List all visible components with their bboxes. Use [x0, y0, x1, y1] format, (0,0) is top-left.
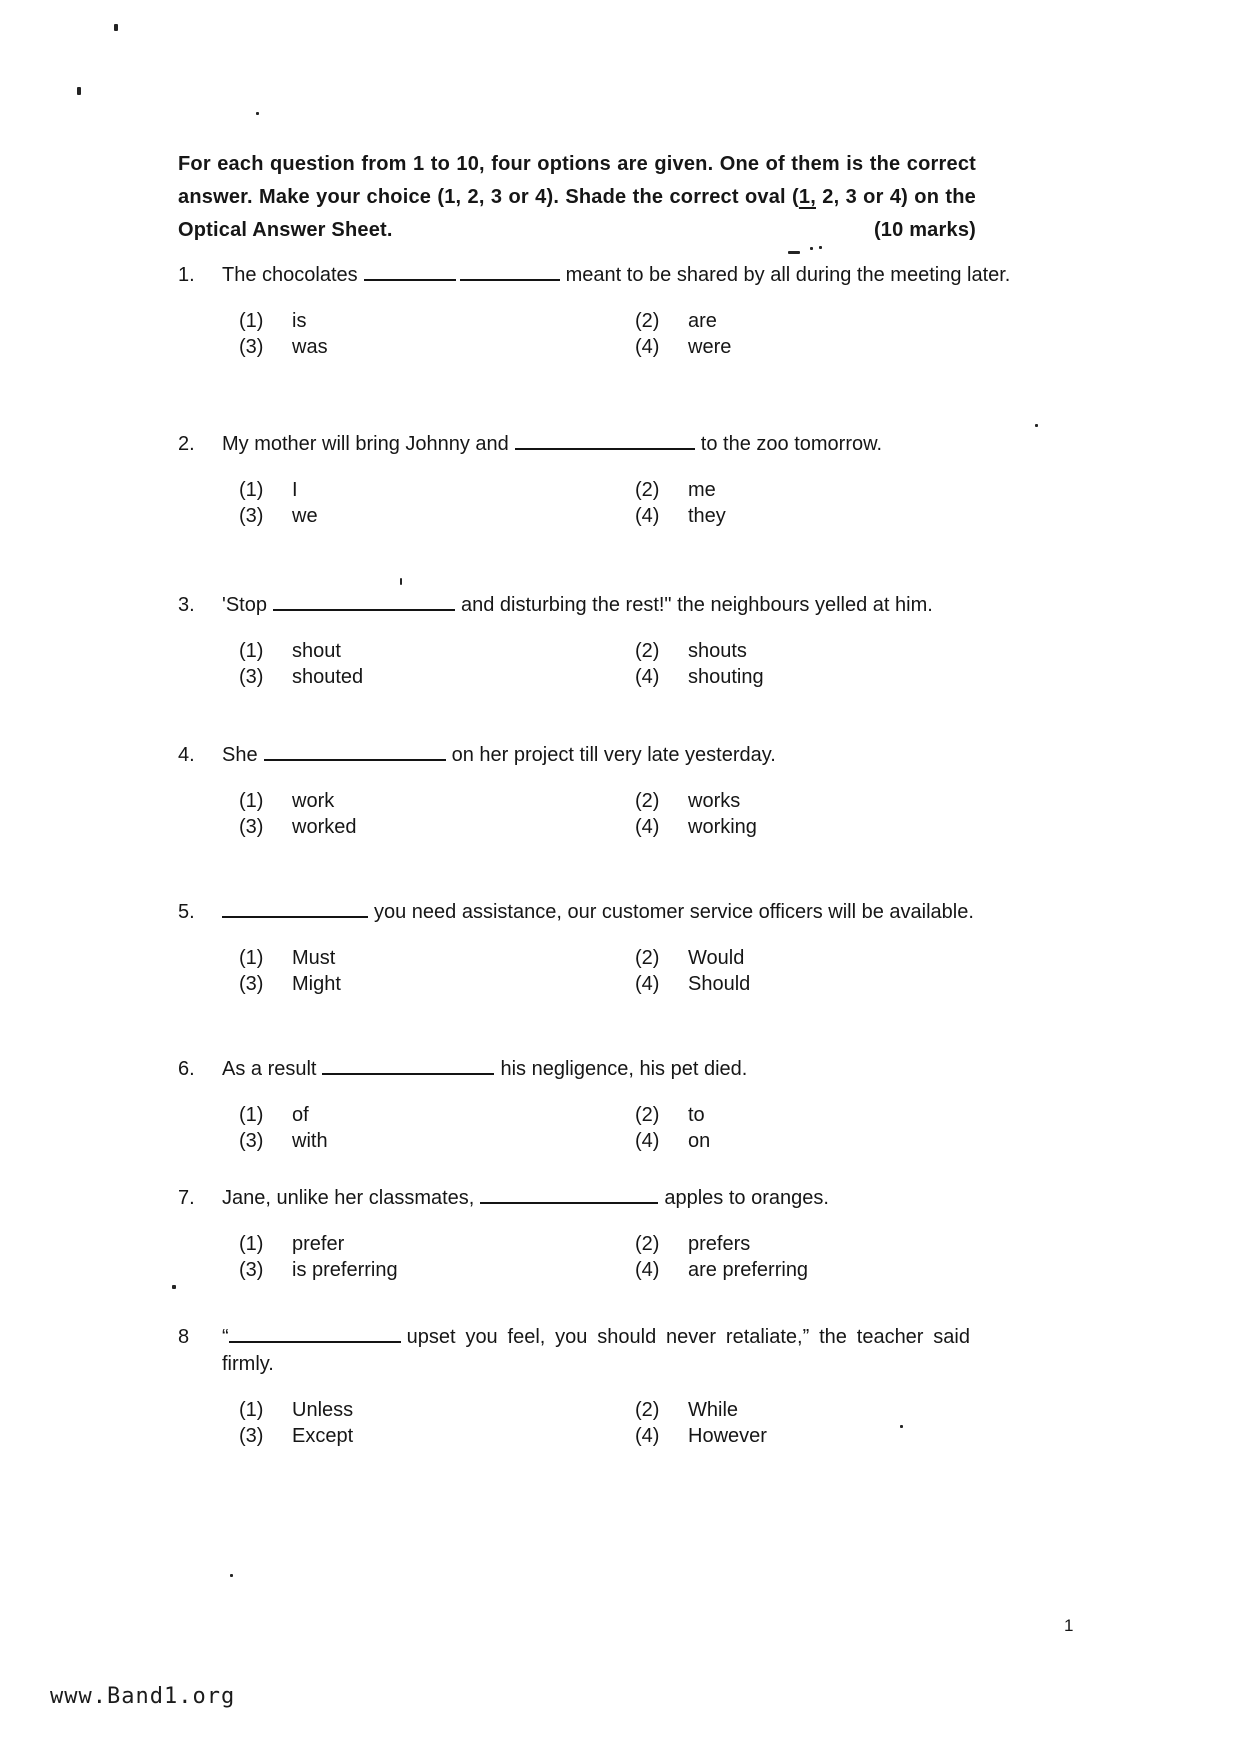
question-stem — [222, 742, 974, 769]
option-label: Except — [292, 1425, 354, 1447]
scan-speck — [900, 1425, 903, 1428]
stem-text-pre: 'Stop — [222, 594, 267, 616]
option — [635, 638, 974, 664]
instructions-line2-underlined: 1, — [798, 186, 816, 208]
option-label: were — [688, 336, 732, 358]
stem-text-post: his negligence, his pet died. — [500, 1058, 748, 1080]
stem-text-pre: As a result — [222, 1058, 317, 1080]
option-number: (2) — [635, 310, 660, 332]
option-label: While — [688, 1399, 739, 1421]
question-number: 8 — [178, 1326, 190, 1348]
question-7 — [178, 1185, 974, 1283]
option-label: shouting — [688, 666, 764, 688]
answer-blank — [364, 262, 456, 281]
option-label: me — [688, 479, 716, 501]
question-1 — [178, 262, 1011, 360]
scan-speck — [172, 1285, 176, 1289]
question-stem — [222, 262, 1011, 289]
option-label: However — [688, 1425, 767, 1447]
option-number: (2) — [635, 1104, 660, 1126]
scan-speck — [114, 24, 118, 31]
option — [239, 334, 635, 360]
option — [635, 334, 974, 360]
option-number: (1) — [239, 310, 264, 332]
question-4 — [178, 742, 974, 840]
option — [239, 1231, 635, 1257]
instructions-block — [178, 148, 976, 247]
question-stem — [222, 1185, 974, 1212]
option — [635, 945, 974, 971]
question-stem — [222, 899, 974, 926]
scan-speck — [788, 251, 800, 254]
option-label: was — [292, 336, 328, 358]
option-label: I — [292, 479, 298, 501]
stem-text-pre: The chocolates — [222, 264, 358, 286]
option — [239, 814, 635, 840]
question-6 — [178, 1056, 974, 1154]
scan-speck — [230, 1574, 233, 1577]
question-stem — [222, 431, 974, 458]
answer-blank — [480, 1185, 658, 1204]
option-number: (2) — [635, 1399, 660, 1421]
stem-text-post: and disturbing the rest!" the neighbours yelled at him. — [460, 594, 933, 616]
option — [239, 1257, 635, 1283]
option-number: (3) — [239, 505, 264, 527]
option-label: we — [292, 505, 318, 527]
option-label: Would — [688, 947, 745, 969]
option-number: (4) — [635, 505, 660, 527]
question-5 — [178, 899, 974, 997]
instructions-line2-pre: answer. Make your choice (1, 2, 3 or 4). Shade the correct oval ( — [178, 186, 799, 208]
option — [239, 503, 635, 529]
option — [239, 638, 635, 664]
option-number: (4) — [635, 1425, 660, 1447]
instructions-line2 — [178, 181, 976, 214]
scan-speck — [819, 246, 822, 249]
option — [239, 788, 635, 814]
stem-text-pre: Jane, unlike her classmates, — [222, 1187, 475, 1209]
option — [635, 1423, 974, 1449]
option-label: is preferring — [292, 1259, 398, 1281]
option-number: (2) — [635, 947, 660, 969]
stem-text-post: apples to oranges. — [664, 1187, 829, 1209]
options — [239, 638, 974, 690]
option-number: (1) — [239, 790, 264, 812]
option-number: (1) — [239, 479, 264, 501]
instructions-line2-post: 2, 3 or 4) on the — [816, 186, 976, 208]
stem-text-post: on her project till very late yesterday. — [451, 744, 776, 766]
option-number: (2) — [635, 479, 660, 501]
option-number: (3) — [239, 1259, 264, 1281]
option-number: (3) — [239, 336, 264, 358]
options — [239, 1231, 974, 1283]
option-label: on — [688, 1130, 711, 1152]
stem-text-pre: “ — [222, 1326, 229, 1348]
question-2 — [178, 431, 974, 529]
option-label: shouted — [292, 666, 364, 688]
question-number: 3. — [178, 594, 195, 616]
option — [239, 1128, 635, 1154]
option-number: (3) — [239, 1130, 264, 1152]
option-number: (4) — [635, 1259, 660, 1281]
option — [635, 477, 974, 503]
question-number: 7. — [178, 1187, 195, 1209]
question-number: 1. — [178, 264, 195, 286]
options — [239, 788, 974, 840]
option — [635, 308, 974, 334]
option — [239, 1423, 635, 1449]
scan-speck — [256, 112, 259, 115]
option — [635, 1397, 974, 1423]
stem-text-post: to the zoo tomorrow. — [700, 433, 882, 455]
question-number: 2. — [178, 433, 195, 455]
options — [239, 308, 974, 360]
option — [239, 971, 635, 997]
option-label: shouts — [688, 640, 747, 662]
answer-blank — [515, 431, 695, 450]
answer-blank — [460, 262, 560, 281]
option — [239, 477, 635, 503]
option-number: (3) — [239, 1425, 264, 1447]
option — [635, 1257, 974, 1283]
option — [635, 1231, 974, 1257]
option-number: (1) — [239, 947, 264, 969]
option-number: (1) — [239, 1399, 264, 1421]
scan-speck — [810, 247, 813, 250]
option-label: to — [688, 1104, 705, 1126]
page-number: 1 — [1064, 1616, 1074, 1635]
option — [239, 945, 635, 971]
option-label: works — [688, 790, 741, 812]
option-label: is — [292, 310, 307, 332]
stem-text-post: upset you feel, you should never retaliate,” the teacher said firmly. — [222, 1326, 970, 1375]
option-number: (1) — [239, 1233, 264, 1255]
scan-speck — [400, 578, 402, 585]
option-label: Unless — [292, 1399, 354, 1421]
option — [239, 1102, 635, 1128]
answer-blank — [264, 742, 446, 761]
stem-text-post: meant to be shared by all during the meeting later. — [565, 264, 1011, 286]
question-stem — [222, 1324, 970, 1378]
option-label: prefers — [688, 1233, 751, 1255]
answer-blank — [222, 899, 368, 918]
option-number: (1) — [239, 640, 264, 662]
options — [239, 1397, 974, 1449]
option-label: work — [292, 790, 335, 812]
option-label: of — [292, 1104, 309, 1126]
option-label: are preferring — [688, 1259, 809, 1281]
scan-speck — [77, 87, 81, 95]
answer-blank — [273, 592, 455, 611]
option-label: working — [688, 816, 757, 838]
option-label: Might — [292, 973, 341, 995]
option-label: prefer — [292, 1233, 345, 1255]
option-number: (4) — [635, 336, 660, 358]
marks-label: (10 marks) — [873, 219, 976, 241]
option — [635, 1102, 974, 1128]
option — [239, 1397, 635, 1423]
option-number: (2) — [635, 790, 660, 812]
option-number: (4) — [635, 816, 660, 838]
option-label: shout — [292, 640, 341, 662]
question-8 — [178, 1324, 974, 1449]
question-number: 5. — [178, 901, 195, 923]
option — [635, 814, 974, 840]
answer-blank — [229, 1324, 401, 1343]
option-label: are — [688, 310, 717, 332]
options — [239, 945, 974, 997]
option — [239, 664, 635, 690]
option-number: (3) — [239, 973, 264, 995]
watermark: www.Band1.org — [50, 1684, 236, 1709]
option-number: (3) — [239, 816, 264, 838]
instructions-line3: Optical Answer Sheet. — [178, 219, 393, 241]
option-label: they — [688, 505, 726, 527]
option-label: worked — [292, 816, 357, 838]
option-number: (3) — [239, 666, 264, 688]
stem-text-pre: She — [222, 744, 258, 766]
option-number: (4) — [635, 1130, 660, 1152]
answer-blank — [322, 1056, 494, 1075]
instructions-line1: For each question from 1 to 10, four options are given. One of them is the correct — [178, 153, 976, 175]
option-number: (4) — [635, 973, 660, 995]
stem-text-pre: My mother will bring Johnny and — [222, 433, 509, 455]
option — [635, 788, 974, 814]
options — [239, 477, 974, 529]
scan-speck — [1035, 424, 1038, 427]
option-number: (2) — [635, 1233, 660, 1255]
option-number: (1) — [239, 1104, 264, 1126]
option-number: (4) — [635, 666, 660, 688]
question-3 — [178, 592, 974, 690]
question-number: 4. — [178, 744, 195, 766]
stem-text-post: you need assistance, our customer service officers will be available. — [374, 901, 974, 923]
option-label: Should — [688, 973, 751, 995]
question-stem — [222, 592, 974, 619]
option — [635, 503, 974, 529]
option — [635, 971, 974, 997]
option — [239, 308, 635, 334]
option — [635, 1128, 974, 1154]
question-number: 6. — [178, 1058, 195, 1080]
option-number: (2) — [635, 640, 660, 662]
option-label: Must — [292, 947, 336, 969]
question-stem — [222, 1056, 974, 1083]
option-label: with — [292, 1130, 328, 1152]
options — [239, 1102, 974, 1154]
option — [635, 664, 974, 690]
